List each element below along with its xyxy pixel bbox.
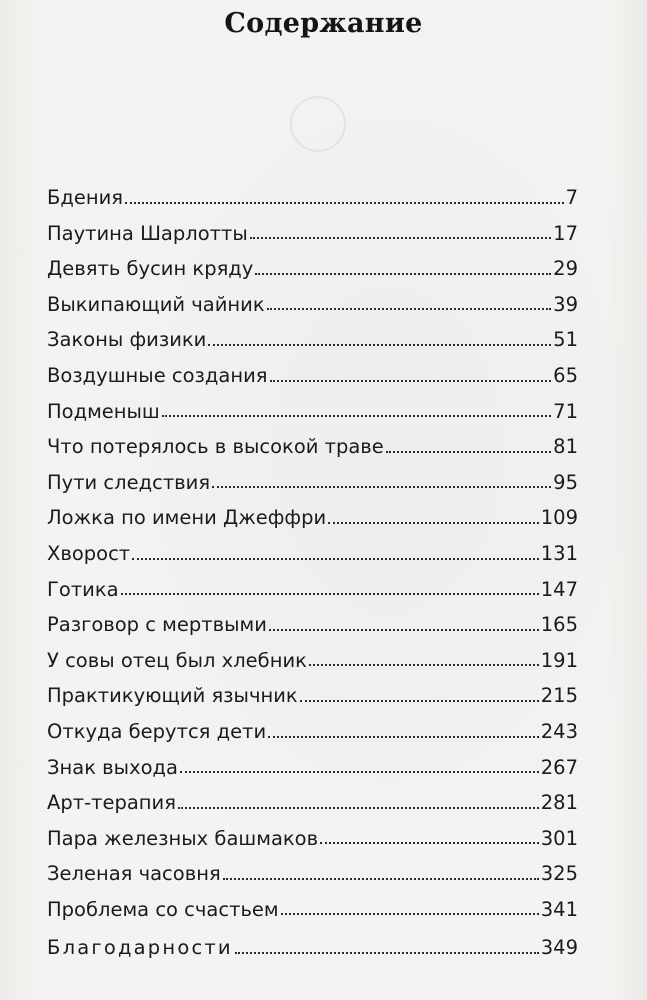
toc-entry [47,358,578,394]
toc-entry [47,180,578,216]
dot-leader [270,378,552,382]
toc-entry-page: 65 [553,363,578,387]
toc-entry [47,572,578,608]
table-of-contents [47,180,578,966]
dot-leader [132,556,539,560]
toc-entry-page: 39 [553,292,578,316]
toc-entry-page: 341 [540,897,578,921]
toc-entry-acknowledgements [47,930,578,966]
dot-leader [255,271,551,275]
dot-leader [180,769,539,773]
toc-entry [47,216,578,252]
toc-entry-title: Хворост [47,541,131,565]
toc-entry-page: 281 [540,791,578,815]
toc-entry-page: 147 [540,577,578,601]
toc-entry-title: Откуда берутся дети [47,719,267,743]
toc-entry [47,856,578,892]
toc-entry-title: Бдения [47,186,124,209]
toc-entry-title: Ложка по имени Джеффри [47,506,327,530]
dot-leader [125,200,564,204]
toc-entry-title: Зеленая часовня [47,862,221,886]
bleed-through-logo-icon [290,96,346,152]
dot-leader [162,413,551,417]
toc-entry [47,251,578,287]
toc-entry [47,465,578,501]
toc-entry [47,821,578,857]
dot-leader [269,627,539,631]
dot-leader [386,449,551,453]
toc-entry-page: 165 [540,613,578,637]
toc-entry-title: Готика [47,577,119,601]
toc-entry [47,394,578,430]
dot-leader [235,950,539,954]
toc-entry-page: 17 [553,221,578,245]
dot-leader [212,484,551,488]
toc-entry [47,785,578,821]
dot-leader [281,911,539,915]
toc-entry-page: 51 [553,328,578,352]
toc-entry-page: 29 [553,257,578,281]
toc-entry [47,892,578,928]
toc-entry [47,287,578,323]
toc-entry-title: Проблема со счастьем [47,897,279,921]
toc-entry-title: Пара железных башмаков [47,826,319,850]
toc-entry-page: 109 [540,506,578,530]
toc-entry-title: Выкипающий чайник [47,292,265,316]
toc-entry-title: Подменыш [47,399,160,423]
toc-entry-page: 243 [540,719,578,743]
dot-leader [267,306,552,310]
toc-entry-title: Разговор с мертвыми [47,613,267,637]
toc-entry-title: Паутина Шарлотты [47,221,248,245]
toc-entry [47,643,578,679]
toc-entry [47,714,578,750]
toc-entry-title: Воздушные создания [47,363,268,387]
toc-entry-title: У совы отец был хлебник [47,648,307,672]
toc-entry-page: 131 [540,541,578,565]
toc-entry-title: Что потерялось в высокой траве [47,435,384,459]
toc-entry [47,500,578,536]
dot-leader [208,342,551,346]
toc-entry-page: 301 [540,826,578,850]
dot-leader [320,840,539,844]
toc-entry-page: 267 [540,755,578,779]
dot-leader [309,662,539,666]
toc-entry-page: 81 [553,435,578,459]
toc-entry-page: 95 [553,470,578,494]
toc-entry-title: Арт-терапия [47,791,176,815]
toc-entry-page: 7 [565,186,578,209]
dot-leader [250,235,551,239]
toc-entry [47,536,578,572]
dot-leader [223,876,539,880]
toc-entry [47,429,578,465]
toc-entry [47,678,578,714]
toc-entry-title: Девять бусин кряду [47,257,254,281]
dot-leader [268,734,539,738]
toc-entry-page: 349 [540,936,578,960]
dot-leader [328,520,539,524]
toc-entry-title: Пути следствия [47,470,211,494]
toc-entry [47,607,578,643]
dot-leader [178,805,539,809]
toc-entry-page: 215 [540,684,578,708]
toc-entry-page: 325 [540,862,578,886]
toc-entry-title: Практикующий язычник [47,684,298,708]
toc-entry-title: Благодарности [47,936,233,960]
page-title: Содержание [224,8,423,39]
toc-entry [47,750,578,786]
toc-entry [47,322,578,358]
toc-entry-page: 191 [540,648,578,672]
toc-entry-title: Законы физики [47,328,207,352]
dot-leader [121,591,539,595]
toc-entry-page: 71 [553,399,578,423]
dot-leader [300,698,539,702]
toc-entry-title: Знак выхода [47,755,178,779]
